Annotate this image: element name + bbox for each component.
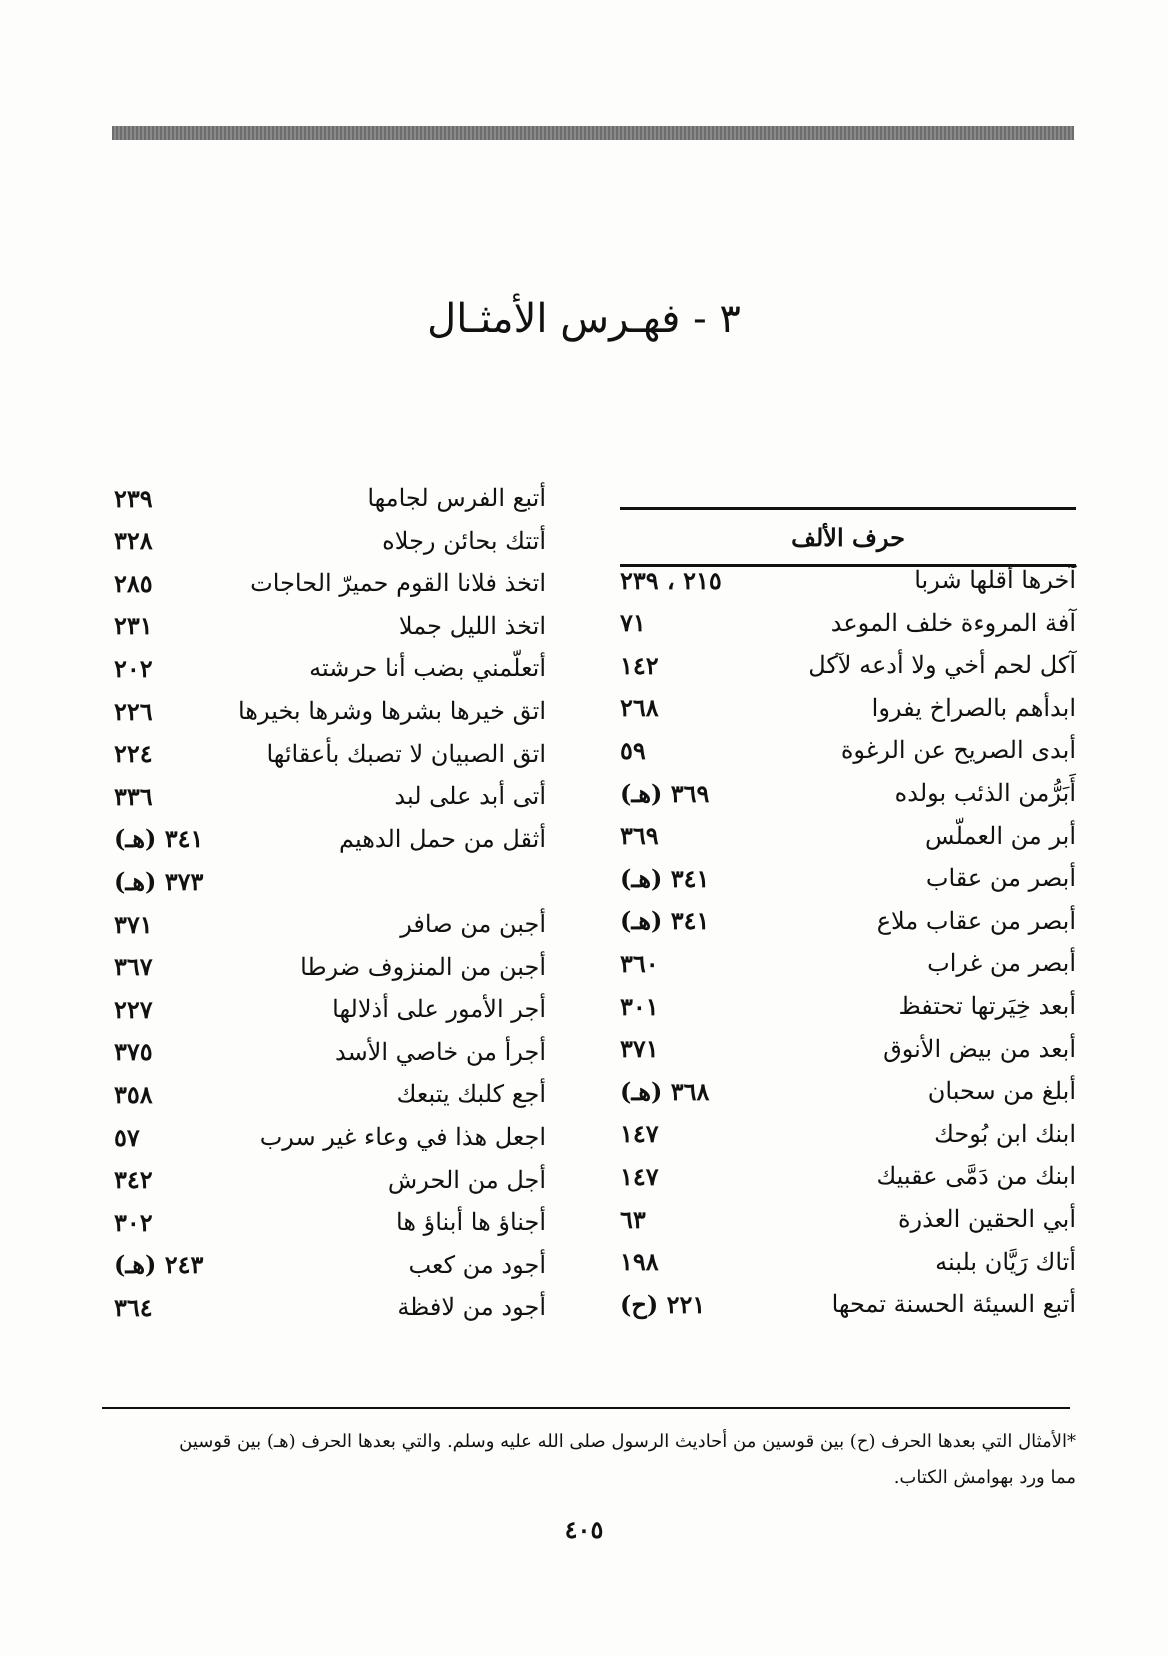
index-entry xyxy=(114,778,546,814)
index-entry xyxy=(620,732,1076,768)
page-reference: ٢٠٢ xyxy=(114,653,153,683)
page-reference: ٣٤١ (هـ) xyxy=(620,906,710,936)
proverb-text: أَبَرُّمن الذئب بولده xyxy=(894,779,1076,807)
index-entry xyxy=(114,1119,546,1155)
proverb-text: أجرأ من خاصي الأسد xyxy=(334,1037,546,1066)
page-reference: ١٤٢ xyxy=(620,650,659,680)
proverb-text: أجود من لافظة xyxy=(397,1293,546,1322)
proverb-text: أجود من كعب xyxy=(408,1250,546,1279)
index-entry xyxy=(620,1031,1076,1067)
proverb-text: أتتك بحائن رجلاه xyxy=(382,526,546,555)
proverb-text: أجل من الحرش xyxy=(387,1165,546,1194)
footnote-rule xyxy=(102,1407,1070,1409)
index-entry xyxy=(114,863,546,899)
page-reference: ١٤٧ xyxy=(620,1161,659,1191)
proverb-text: أجبن من صافر xyxy=(400,910,546,938)
footnote: *الأمثال التي بعدها الحرف (ح) بين قوسين من أحاديث الرسول صلى الله عليه وسلم. والتي بعدها الحرف (هـ) بين قوسين مما ورد بهوامش الكتاب. xyxy=(179,1431,1076,1488)
index-entry xyxy=(114,1162,546,1198)
index-entry xyxy=(620,860,1076,896)
proverb-text: آفة المروءة خلف الموعد xyxy=(830,608,1076,637)
page-reference: ٣٥٨ xyxy=(114,1079,153,1109)
index-entry xyxy=(620,1158,1076,1194)
section-heading: حرف الألف xyxy=(620,507,1076,567)
index-entry xyxy=(114,991,546,1027)
index-entry xyxy=(114,480,546,516)
page-reference: ٣٦٨ (هـ) xyxy=(620,1076,710,1106)
index-entry xyxy=(114,650,546,686)
page-reference: ٣٠٢ xyxy=(114,1207,153,1237)
page-reference: ٥٩ xyxy=(620,735,646,765)
proverb-text: أتبع السيئة الحسنة تمحها xyxy=(831,1290,1076,1319)
page-reference: ٣٣٦ xyxy=(114,781,153,811)
index-entry xyxy=(620,1073,1076,1109)
page-reference: ٣٧١ xyxy=(620,1034,659,1064)
proverb-text: اتق الصبيان لا تصبك بأعقائها xyxy=(266,739,546,768)
page-reference: ٣٤١ (هـ) xyxy=(114,824,204,854)
page-reference: ٦٣ xyxy=(620,1204,646,1234)
proverb-text: أبر من العملّس xyxy=(925,821,1076,850)
index-entry xyxy=(620,988,1076,1024)
page-reference: ٢٨٥ xyxy=(114,568,153,598)
index-entry xyxy=(114,736,546,772)
proverb-text: اتخذ فلانا القوم حميرّ الحاجات xyxy=(250,569,546,598)
index-entry xyxy=(620,903,1076,939)
page-reference: ٣٢٨ xyxy=(114,526,153,556)
proverb-text: آكل لحم أخي ولا أدعه لآكل xyxy=(808,651,1076,680)
index-entry xyxy=(620,1286,1076,1322)
page-reference: ٣٦٩ xyxy=(620,821,659,851)
page-reference: ٥٧ xyxy=(114,1122,140,1152)
page-reference: ٣٧١ xyxy=(114,909,153,939)
index-entry xyxy=(114,523,546,559)
page-reference: ٢١٥ ، ٢٣٩ xyxy=(620,565,722,595)
index-entry xyxy=(620,818,1076,854)
index-entry xyxy=(114,1247,546,1283)
proverb-text: أتعلّمني بضب أنا حرشته xyxy=(309,654,546,683)
index-entry xyxy=(620,647,1076,683)
index-entry xyxy=(620,775,1076,811)
page-reference: ٣٠١ xyxy=(620,991,659,1021)
proverb-text: أبصر من عقاب xyxy=(925,864,1076,893)
index-entry xyxy=(114,693,546,729)
index-entry xyxy=(114,821,546,857)
proverb-text: ابدأهم بالصراخ يفروا xyxy=(871,693,1076,722)
page-reference: ٣٧٥ xyxy=(114,1037,153,1067)
proverb-text: أبدى الصريح عن الرغوة xyxy=(840,736,1076,765)
page-reference: ٣٧٣ (هـ) xyxy=(114,866,204,896)
index-entry xyxy=(114,949,546,985)
index-entry xyxy=(114,1204,546,1240)
page-reference: ٢٢٦ xyxy=(114,696,153,726)
proverb-text: أبصر من غراب xyxy=(927,949,1076,978)
index-entry xyxy=(620,945,1076,981)
page-title: ٣ - فهـرس الأمثـال xyxy=(427,296,741,342)
index-entry xyxy=(620,1116,1076,1152)
proverb-text: أبلغ من سحبان xyxy=(927,1077,1076,1106)
page-reference: ٢٣١ xyxy=(114,611,153,641)
page-reference: ٣٦٧ xyxy=(114,952,153,982)
index-entry xyxy=(114,906,546,942)
proverb-text: ابنك من دَمَّى عقبيك xyxy=(876,1162,1076,1191)
proverb-text: أجناؤ ها أبناؤ ها xyxy=(396,1208,546,1237)
proverb-text: اتق خيرها بشرها وشرها بخيرها xyxy=(237,697,546,725)
proverb-text: أبعد خِيَرتها تحتفظ xyxy=(898,992,1076,1020)
index-entry xyxy=(620,1201,1076,1237)
page-reference: ٢٦٨ xyxy=(620,693,659,723)
page-reference: ٣٤١ (هـ) xyxy=(620,863,710,893)
proverb-text: أجر الأمور على أذلالها xyxy=(332,995,546,1024)
proverb-text: أتبع الفرس لجامها xyxy=(367,484,546,512)
page-reference: ٢٢٧ xyxy=(114,994,153,1024)
index-entry xyxy=(114,1289,546,1325)
page-reference: ٣٦٩ (هـ) xyxy=(620,778,710,808)
proverb-text: أتاك رَيَّان بلبنه xyxy=(935,1247,1076,1276)
index-entry xyxy=(114,608,546,644)
index-entry xyxy=(620,605,1076,641)
page-reference: ٧١ xyxy=(620,608,646,638)
proverb-text: اجعل هذا في وعاء غير سرب xyxy=(259,1123,546,1151)
page-reference: ٢٣٩ xyxy=(114,483,153,513)
index-entry xyxy=(114,1076,546,1112)
proverb-text: أبي الحقين العذرة xyxy=(897,1205,1076,1233)
index-entry xyxy=(620,562,1076,598)
proverb-text: أثقل من حمل الدهيم xyxy=(338,824,546,853)
proverb-text: أبصر من عقاب ملاع xyxy=(876,906,1076,935)
proverb-text: أجع كلبك يتبعك xyxy=(396,1080,546,1109)
page-reference: ٢٢٤ xyxy=(114,739,153,769)
page-reference: ٣٦٤ xyxy=(114,1292,153,1322)
top-decorative-bar xyxy=(112,126,1074,140)
page-reference: ٣٤٢ xyxy=(114,1165,153,1195)
proverb-text: أجبن من المنزوف ضرطا xyxy=(300,952,546,981)
page-reference: ٢٢١ (ح) xyxy=(620,1289,706,1319)
proverb-text: أبعد من بيض الأنوق xyxy=(883,1034,1076,1063)
page-number: ٤٠٥ xyxy=(564,1515,604,1544)
proverb-text: آخرها أقلها شربا xyxy=(914,566,1076,594)
index-entry xyxy=(114,1034,546,1070)
index-entry xyxy=(620,690,1076,726)
page-reference: ١٩٨ xyxy=(620,1247,659,1277)
proverb-text: اتخذ الليل جملا xyxy=(398,611,546,640)
proverb-text: أتى أبد على لبد xyxy=(394,782,546,811)
page-reference: ٢٤٣ (هـ) xyxy=(114,1250,204,1280)
page-reference: ١٤٧ xyxy=(620,1119,659,1149)
index-entry xyxy=(620,1244,1076,1280)
index-entry xyxy=(114,565,546,601)
proverb-text: ابنك ابن بُوحك xyxy=(934,1119,1076,1148)
page-reference: ٣٦٠ xyxy=(620,948,659,978)
